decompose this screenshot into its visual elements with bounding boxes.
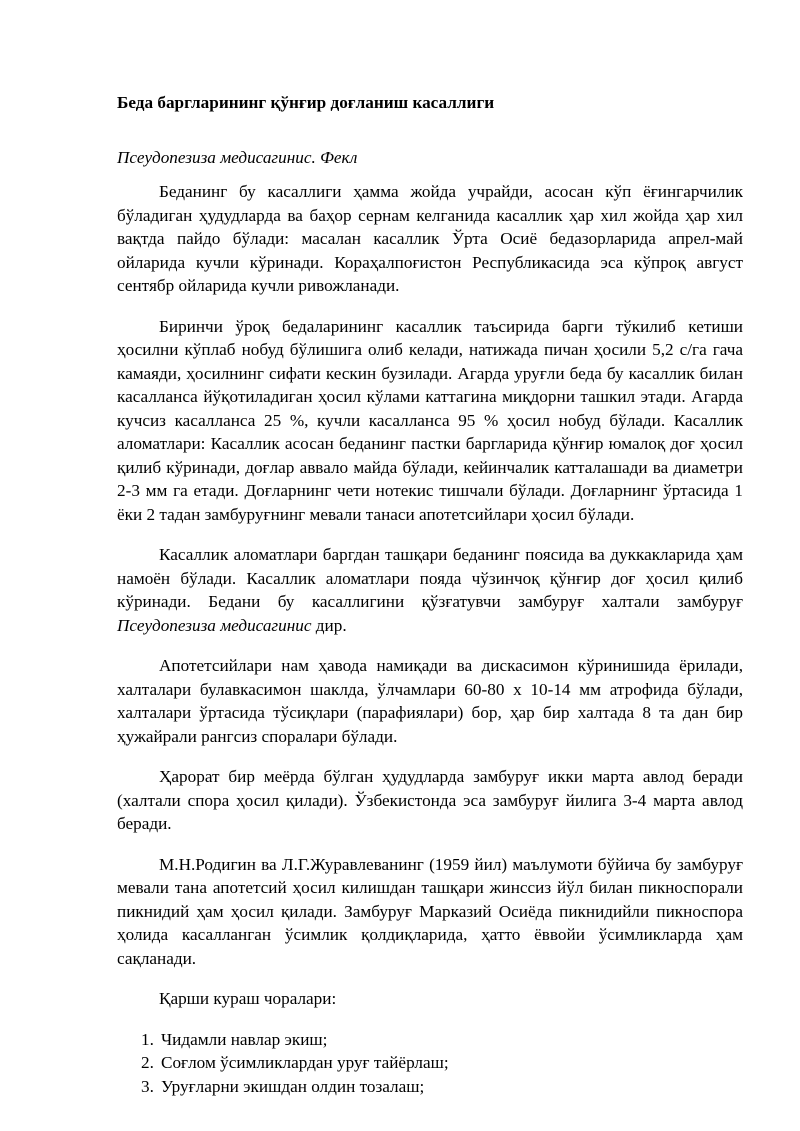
list-item-text: Чидамли навлар экиш; (161, 1029, 328, 1049)
document-body (117, 91, 743, 1098)
paragraph-damage-symptoms: Биринчи ўроқ бедаларининг касаллик таъсирида барги тўкилиб кетиши ҳосилни кўплаб нобуд бўлишига олиб келади, натижада пичан ҳосили 5,2 с/га гача камаяди, ҳосилнинг сифати кескин бузилади. Агарда уруғли беда бу касаллик билан касалланса йўқотиладиган ҳосил кўлами каттагина миқдорни ташкил этади. Агарда кучсиз касалланса 25 %, кучли касалланса 95 % ҳосил нобуд бўлади. Касаллик аломатлари: Касаллик асосан беданинг пастки баргларида қўнғир юмалоқ доғ ҳосил қилиб кўринади, доғлар аввало майда бўлади, кейинчалик катталашади ва диаметри 2-3 мм га етади. Доғларнинг чети нотекис тишчали бўлади. Доғларнинг ўртасида 1 ёки 2 тадан замбуруғнинг мевали танаси апотетсийлари ҳосил бўлади. (117, 316, 743, 524)
control-measures-list (117, 1028, 743, 1099)
list-item (117, 1028, 743, 1052)
paragraph-pathogen-text-before: Касаллик аломатлари баргдан ташқари беданинг поясида ва дуккакларида ҳам намоён бўлади. Касаллик аломатлари пояда чўзинчоқ қўнғир доғ ҳосил қилиб кўринади. Бедани бу касаллигини қўзғатувчи замбуруғ халтали замбуруғ (117, 545, 743, 611)
list-item-number: 2. (141, 1053, 154, 1072)
paragraph-pathogen-text-after: дир. (311, 615, 347, 635)
list-item-text: Уруғларни экишдан олдин тозалаш; (161, 1076, 425, 1096)
paragraph-apothecia: Апотетсийлари нам ҳавода намиқади ва дискасимон кўринишида ёрилади, халталари булавкасимон шаклда, ўлчамлари 60-80 х 10-14 мм атрофида бўлади, халталари ўртасида тўсиқлари (парафиялари) бор, ҳар бир халтада 8 та дан бир ҳужайрали рангсиз споралари бўлади. (117, 656, 743, 746)
paragraph-pathogen (117, 543, 743, 637)
control-measures-heading: Қарши кураш чоралари: (159, 989, 337, 1008)
list-item (117, 1075, 743, 1099)
list-item (117, 1051, 743, 1075)
paragraph-pycnidia: М.Н.Родигин ва Л.Г.Журавлеванинг (1959 йил) маълумоти бўйича бу замбуруғ мевали тана апотетсий ҳосил килишдан ташқари жинссиз йўл билан пикноспорали пикнидий ҳам ҳосил қилади. Замбуруғ Марказий Осиёда пикнидийли пикноспора ҳолида касалланган ўсимлик қолдиқларида, ҳатто ёввойи ўсимликларда ҳам сақланади. (117, 854, 743, 968)
pathogen-name: Псеудопезиза медисагинис. Фекл (117, 148, 358, 167)
paragraph-distribution: Беданинг бу касаллиги ҳамма жойда учрайди, асосан кўп ёғингарчилик бўладиган ҳудудларда ва баҳор сернам келганида касаллик ҳар хил жойда ҳар хил вақтда пайдо бўлади: масалан касаллик Ўрта Осиё бедазорларида апрел-май ойларида кучли кўринади. Кораҳалпоғистон Республикасида эса кўпроқ август сентябр ойларида кучли ривожланади. (117, 182, 743, 295)
list-item-number: 1. (141, 1029, 154, 1049)
list-item-text: Соғлом ўсимликлардан уруғ тайёрлаш; (161, 1053, 449, 1072)
paragraph-generations: Ҳарорат бир меёрда бўлган ҳудудларда замбуруғ икки марта авлод беради (халтали спора ҳосил қилади). Ўзбекистонда эса замбуруғ йилига 3-4 марта авлод беради. (117, 767, 743, 833)
list-item-number: 3. (141, 1076, 154, 1096)
pathogen-latin-name: Псеудопезиза медисагинис (117, 615, 312, 635)
document-title: Беда баргларининг қўнғир доғланиш касаллиги (117, 93, 495, 112)
